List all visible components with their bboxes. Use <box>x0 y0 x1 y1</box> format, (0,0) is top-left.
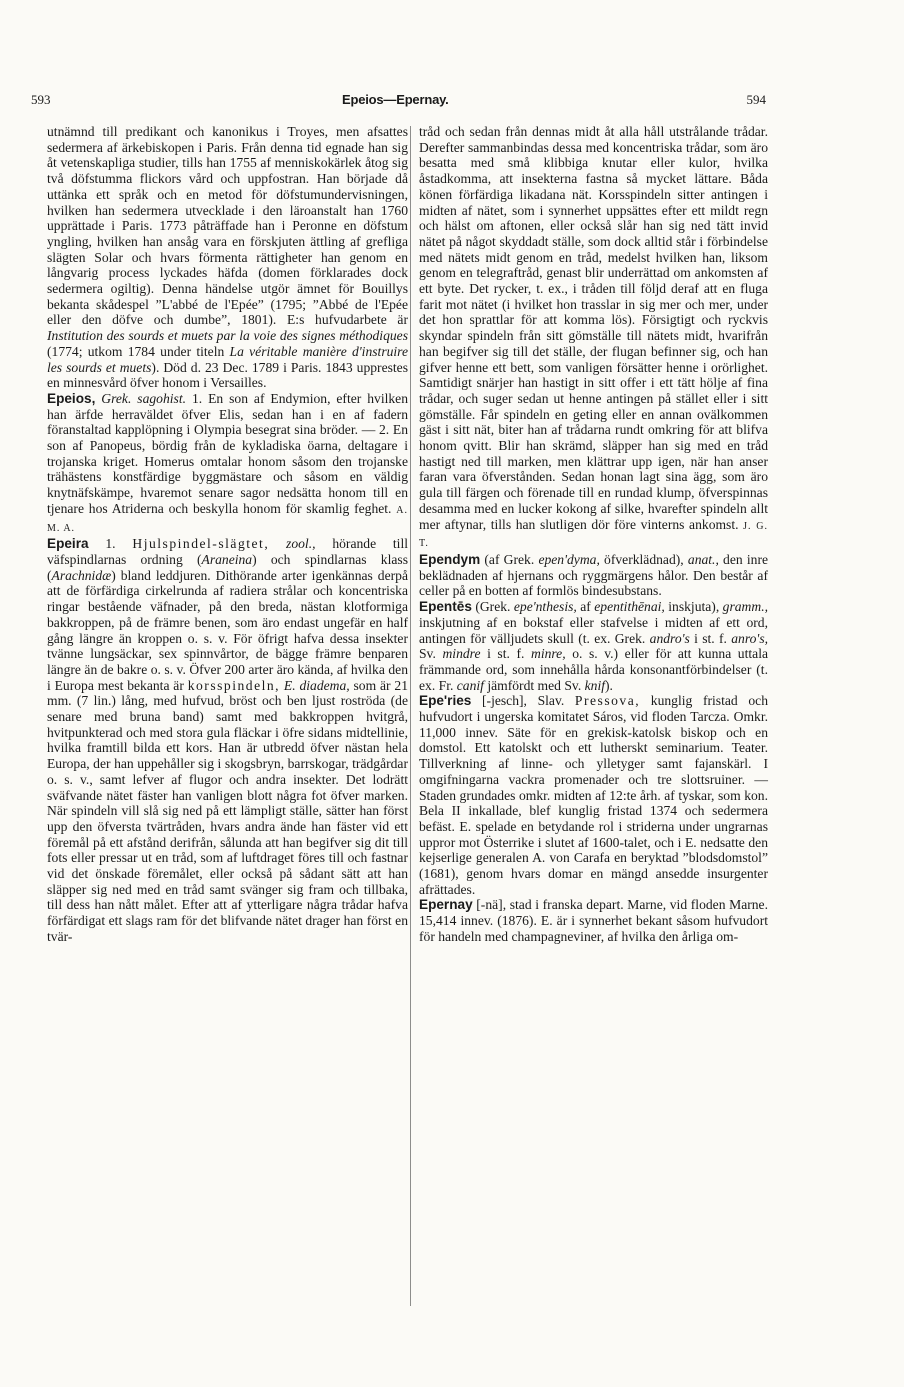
entry-epeios: Epeios, Grek. sagohist. 1. En son af Endymion, efter hvilken han ärfde herraväldet öfver Elis, sedan han i en af fadern föranstaltad kapplöpning i Olympia besegrat sina bröder. — 2. En son af Panopeus, bördig från de kykladiska öarna, deltagare i trojanska kriget. Homerus omtalar honom såsom den trojanske trähästens konstfärdige byggmästare och såsom en väldig knytnäfskämpe, hvaremot senare sagor nedsätta honom till en tjenare hos Atriderna och beskylla honom för skamlig feghet. A. M. A. <box>47 390 409 534</box>
entry-epentes: Epentēs (Grek. epe'nthesis, af epentithēnai, inskjuta), gramm., inskjutning af en bokstaf eller stafvelse i midten af ett ord, antingen för välljudets skull (t. ex. Grek. andro's i st. f. anro's, Sv. mindre i st. f. minre, o. s. v.) eller för att kunna uttala främmande ord, som innehålla hårda konsonantförbindelser (t. ex. Fr. canif jämfördt med Sv. knif). <box>419 599 769 693</box>
right-column <box>419 124 768 945</box>
page-number-left: 593 <box>31 92 51 107</box>
epeira-continuation: tråd och sedan från dennas midt åt alla håll utstrålande trådar. Derefter sammanbindas dessa med koncentriska trådar, som äro besatta med små klibbiga knutar eller kulor, hvilka åstadkomma, att insekterna fastna så mycket lättare. Båda könen förfärdiga likadana nät. Korsspindeln sitter antingen i midten af nätet, som i synnerhet uppsättes efter ett mildt regn och hälst om aftonen, eller också slår han sig ned tätt invid nätet på något skyddadt ställe, som dock alltid står i förbindelse med nätets midt genom en tråd, medelst hvilken han, liksom genom en telegraftråd, genast blir underrättad om ankomsten af ett byte. Det rycker, t. ex., i tråden till följd deraf att en fluga farit mot nätet (i hvilket hon trasslar in sig mer och mer, under det hon sprattlar för att komma lös). Försigtigt och ryckvis skyndar spindeln från sitt gömställe till nätets midt, hvarifrån han begifver sig till det ställe, der flugan befinner sig, och han gifver henne ett bett, som vanligen försätter henne i orörlighet. Samtidigt snärjer han hastigt in sitt offer i ett tätt hölje af fina trådar, och suger sedan ut henne antingen på stället eller i sitt gömställe. Får spindeln en geting eller en annan ovälkommen gäst i sitt nät, biter han af trådarna rundt omkring för att blifva honom qvitt. Blir han skrämd, släpper han sig med en tråd hastigt ned till marken, men klättrar upp igen, när han anser faran vara öfverstånden. Sedan honan lagt sina ägg, som äro gula till färgen och förenade till en rundad klump, öfverspinnas desamma med en lucker kokong af silke, hvarefter spindeln allt mer aftynar, tills han slutligen dör före vinterns ankomst. J. G. T. <box>419 124 768 550</box>
entry-epeira: Epeira 1. Hjulspindel-slägtet, zool., hörande till väfspindlarnas ordning (Araneina) och spindlarnas klass (Arachnidæ) bland leddjuren. Dithörande arter igenkännas derpå att de förfärdiga cirkelrunda af radiera strålar och koncentriska ringar bestående väfnader, på den breda, nästan klotformiga bakkroppen, på de främre benen, som äro endast ungefär en half gång längre än kroppen o. s. v. För öfrigt hafva dessa insekter tvänne lungsäckar, sex spinnvårtor, de bägge främre benparen längre än de bakre o. s. v. Öfver 200 arter äro kända, af hvilka den i Europa mest bekanta är korsspindeln, E. diadema, som är 21 mm. (7 lin.) lång, med hufvud, bröst och ben ljust roströda (de senare med bruna band) samt med bakkroppen hvitgrå, hvitpunkterad och med stora gula fläckar i öfre sidans midtellinie, hvilka framtill bilda ett kors. Han är utbredd öfver nästan hela Europa, der han uppehåller sig i skogsbryn, barrskogar, trädgårdar o. s. v., samt lefver af flugor och andra insekter. Det lodrätt sväfvande nätet fäster han vanligen blott några fot öfver marken. När spindeln vill slå sig ned på ett lämpligt ställe, sätter han först upp den öfversta tvärtråden, hvars andra ände han fäster vid ett föremål på ett afstånd derifrån, sålunda att han begifver sig dit till fots eller pressar ut en tråd, som af luftdraget föres till och fastnar vid det önskade föremålet, eller också på sådant sätt att han släpper sig ned med en tråd samt svänger sig fram och tillbaka, till dess han nått målet. Efter att af ytterligare några trådar hafva förfärdigat ett slags ram för det blifvande nätet drager han först en tvär- <box>47 536 409 944</box>
headword-epeira: Epeira <box>47 536 89 552</box>
column-rule <box>410 126 411 1306</box>
headword-ependym: Ependym <box>419 551 481 567</box>
entry-ependym: Ependym (af Grek. epen'dyma, öfverklädnad), anat., den inre beklädnaden af hjernans och ryggmärgens hålor. Den består af celler på en botten af formlös bindesubstans. <box>419 551 769 599</box>
headword-epentes: Epentēs <box>419 599 472 615</box>
signature: A. M. A. <box>47 504 408 534</box>
signature: J. G. T. <box>419 520 768 550</box>
running-title: Epeios—Epernay. <box>342 92 449 107</box>
epee-continuation: utnämnd till predikant och kanonikus i Troyes, men afsattes sedermera af ärkebiskopen i Paris. Från denna tid egnade han sig åt vetenskapliga studier, tills han 1755 af menniskokärlek åtog sig två döfstumma flickors vård och uppfostran. Han började då uttänka ett språk och en metod för döfstumundervisningen, hvilken han sedermera utvecklade i den läroanstalt han 1760 upprättade i Paris. 1773 påträffade han i Peronne en döfstum yngling, hvilken han ansåg vara en förskjuten ättling af grefliga slägten Solar och hvars förmenta rättigheter han genom en långvarig process lyckades häfda (domen förklarades dock sedermera ogiltig). Denna händelse utgör ämnet för Bouillys bekanta skådespel ”L'abbé de l'Epée” (1795; ”Abbé de l'Epée eller den döfve och dumbe”, 1801). E:s hufvudarbete är Institution des sourds et muets par la voie des signes méthodiques (1774; utkom 1784 under titeln La véritable manière d'instruire les sourds et muets). Död d. 23 Dec. 1789 i Paris. 1843 upprestes en minnesvård öfver honom i Versailles. <box>47 124 409 391</box>
page-header <box>0 92 904 112</box>
headword-epeios: Epeios, <box>47 390 96 406</box>
entry-eperies: Epe'ries [-jesch], Slav. Pressova, kunglig fristad och hufvudort i ungerska komitatet Sáros, vid floden Tarcza. Omkr. 11,000 innev. Säte för en grekisk-katolsk biskop och en domstol. Ett katolskt och ett lutherskt seminarium. Teater. Tillverkning af linne- och ylletyger samt fajanskärl. I omgifningarna vackra promenader och tre slottsruiner. — Staden grundades omkr. midten af 12:te årh. af tyskar, som kon. Bela II inkallade, blef kunglig fristad 1374 och sedermera befäst. E. spelade en betydande rol i striderna under ungrarnas uppror mot Österrike i slutet af 1600-talet, och i E. nedsatte den kejserlige generalen A. von Carafa en beryktad ”blodsdomstol” (1681), genom hvars domar en mängd ansedde insurgenter afrättades. <box>419 693 768 897</box>
headword-eperies: Epe'ries <box>419 693 472 709</box>
page-number-right: 594 <box>746 92 766 107</box>
entry-epernay: Epernay [-nä], stad i franska depart. Marne, vid floden Marne. 15,414 innev. (1876). E. är i synnerhet bekant såsom hufvudort för handeln med champagneviner, af hvilka den årliga om- <box>419 897 768 944</box>
left-column <box>47 124 408 945</box>
headword-epernay: Epernay <box>419 897 473 913</box>
